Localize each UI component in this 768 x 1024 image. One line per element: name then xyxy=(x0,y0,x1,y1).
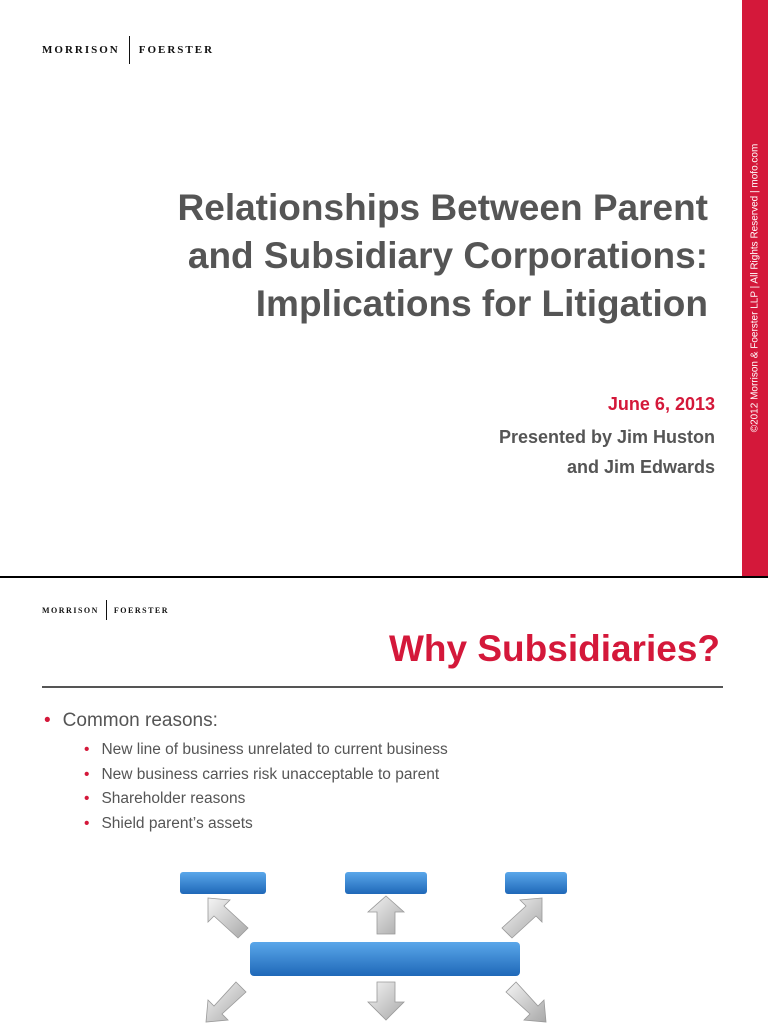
org-diagram xyxy=(150,858,620,1024)
logo-right: FOERSTER xyxy=(138,44,215,56)
presenter-line: Presented by Jim Huston xyxy=(498,427,715,447)
bullet-item xyxy=(44,710,218,732)
presenters xyxy=(499,422,715,482)
copyright-text: ©2012 Morrison & Foerster LLP | All Rights Reserved | mofo.com xyxy=(749,143,761,433)
bullet-dot-icon: • xyxy=(84,741,90,758)
logo-divider xyxy=(129,36,130,64)
arrow-icon xyxy=(206,982,246,1022)
title-line: Implications for Litigation xyxy=(255,283,708,324)
top-box-center xyxy=(345,872,427,894)
sub-bullet-item: • Shareholder reasons xyxy=(84,790,246,807)
logo-left: MORRISON xyxy=(42,605,99,615)
slide-title: Why Subsidiaries? xyxy=(388,628,720,669)
sub-bullet-item: • Shield parent’s assets xyxy=(84,814,253,832)
bullet-dot-icon: • xyxy=(84,765,90,783)
presenter-line: and Jim Edwards xyxy=(566,457,715,477)
morrison-foerster-logo xyxy=(42,600,169,620)
top-box-left xyxy=(180,872,266,894)
arrow-icon xyxy=(208,898,248,938)
copyright-band xyxy=(742,0,768,576)
bullet-dot-icon: • xyxy=(84,790,90,807)
title-rule xyxy=(42,686,723,688)
sub-bullet-item: • New line of business unrelated to current business xyxy=(84,741,448,758)
bullet-text: Common reasons: xyxy=(62,710,218,731)
logo-right: FOERSTER xyxy=(113,605,170,615)
bullet-dot-icon: • xyxy=(44,710,51,731)
parent-box xyxy=(250,942,520,976)
morrison-foerster-logo xyxy=(42,36,214,64)
top-box-right xyxy=(505,872,567,894)
logo-divider xyxy=(106,600,107,620)
arrow-icon xyxy=(368,896,404,934)
sub-bullet-item: • New business carries risk unacceptable to parent xyxy=(84,765,440,783)
bullet-dot-icon: • xyxy=(84,814,90,832)
content-slide xyxy=(0,578,768,1024)
title-line: Relationships Between Parent xyxy=(177,187,708,228)
logo-left: MORRISON xyxy=(42,44,120,56)
title-line: and Subsidiary Corporations: xyxy=(187,235,708,276)
slide-title xyxy=(68,184,708,328)
presentation-date: June 6, 2013 xyxy=(607,394,715,414)
arrow-icon xyxy=(502,898,542,938)
sub-bullet-list xyxy=(84,738,448,836)
arrow-icon xyxy=(506,982,546,1022)
arrow-icon xyxy=(368,982,404,1020)
